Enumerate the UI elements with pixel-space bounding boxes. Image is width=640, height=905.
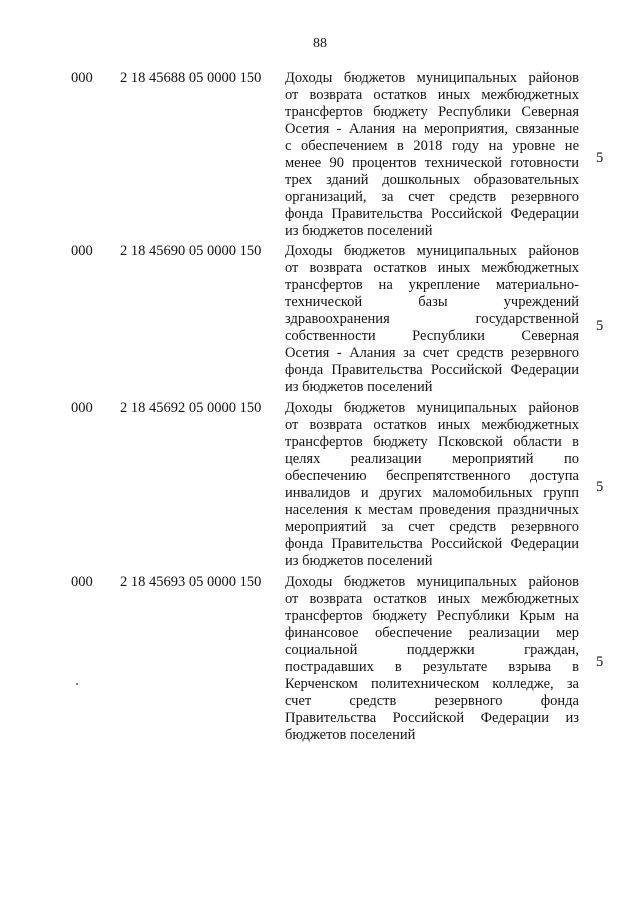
description-line: фонда Правительства Российской Федерации [285,362,579,378]
description-line: из бюджетов поселений [285,379,433,395]
description-line: из бюджетов поселений [285,223,433,239]
description-line: целях реализации мероприятий по [285,451,579,467]
description-line: бюджетов поселений [285,727,416,743]
amount-value: 5 [596,479,604,495]
page-number: 88 [313,36,327,51]
description-line: собственности Республики Северная [285,328,579,344]
description-line: Доходы бюджетов муниципальных районов [285,243,579,259]
admin-code: 000 [71,574,93,590]
description-line: обеспечению беспрепятственного доступа [285,468,579,484]
revenue-description [285,243,579,396]
revenue-description [285,70,579,240]
description-line: пострадавших в результате взрыва в [285,659,579,675]
description-line: с обеспечением в 2018 году на уровне не [285,138,579,154]
description-line: из бюджетов поселений [285,553,433,569]
description-line: Доходы бюджетов муниципальных районов [285,574,579,590]
description-line: трансфертов на укрепление материально- [285,277,579,293]
description-line: социальной поддержки граждан, [285,642,579,658]
admin-code: 000 [71,70,93,86]
budget-classification-code: 2 18 45693 05 0000 150 [120,574,262,590]
admin-code: 000 [71,243,93,259]
description-line: здравоохранения государственной [285,311,579,327]
description-line: от возврата остатков иных межбюджетных [285,417,579,433]
revenue-description [285,400,579,570]
description-line: трех зданий дошкольных образовательных [285,172,579,188]
budget-classification-code: 2 18 45688 05 0000 150 [120,70,262,86]
description-line: Правительства Российской Федерации из [285,710,579,726]
description-line: менее 90 процентов технической готовности [285,155,579,171]
amount-value: 5 [596,318,604,334]
description-line: счет средств резервного фонда [285,693,579,709]
description-line: Керченском политехническом колледже, за [285,676,579,692]
description-line: Доходы бюджетов муниципальных районов [285,400,579,416]
description-line: Осетия - Алания за счет средств резервного [285,345,579,361]
budget-classification-code: 2 18 45690 05 0000 150 [120,243,262,259]
amount-value: 5 [596,150,604,166]
description-line: трансфертов бюджету Псковской области в [285,434,579,450]
description-line: фонда Правительства Российской Федерации [285,206,579,222]
description-line: технической базы учреждений [285,294,579,310]
admin-code: 000 [71,400,93,416]
description-line: от возврата остатков иных межбюджетных [285,260,579,276]
description-line: от возврата остатков иных межбюджетных [285,591,579,607]
amount-value: 5 [596,654,604,670]
description-line: трансфертов бюджету Республики Северная [285,104,579,120]
description-line: организаций, за счет средств резервного [285,189,579,205]
description-line: населения к местам проведения праздничных [285,502,579,518]
description-line: Доходы бюджетов муниципальных районов [285,70,579,86]
revenue-description [285,574,579,744]
description-line: фонда Правительства Российской Федерации [285,536,579,552]
description-line: Осетия - Алания на мероприятия, связанные [285,121,579,137]
description-line: от возврата остатков иных межбюджетных [285,87,579,103]
scan-speck [76,683,78,685]
description-line: финансовое обеспечение реализации мер [285,625,579,641]
description-line: инвалидов и других маломобильных групп [285,485,579,501]
budget-classification-code: 2 18 45692 05 0000 150 [120,400,262,416]
description-line: трансфертов бюджету Республики Крым на [285,608,579,624]
description-line: мероприятий за счет средств резервного [285,519,579,535]
